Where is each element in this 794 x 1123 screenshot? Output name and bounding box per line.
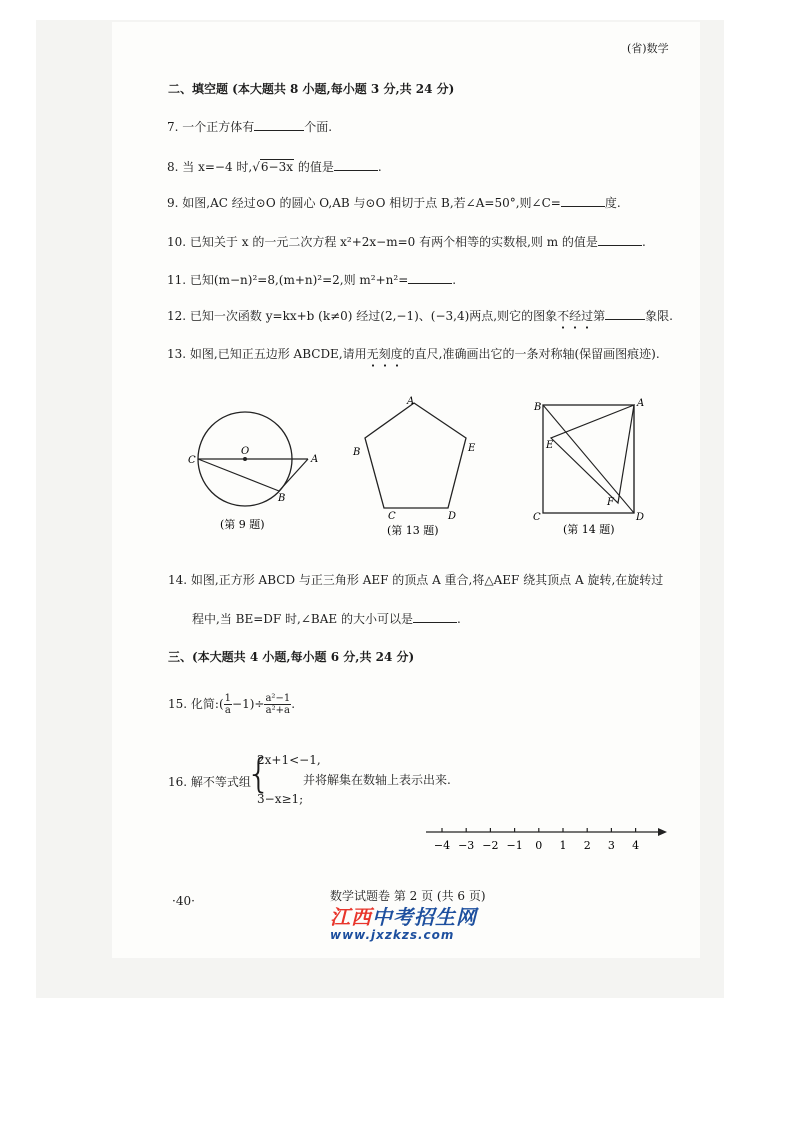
label-a: A (407, 396, 415, 407)
center-point (243, 457, 247, 461)
subject-header: (省)数学 (627, 42, 669, 55)
answer-blank (561, 195, 605, 207)
tick-label: −2 (482, 839, 499, 852)
watermark-logo (330, 906, 477, 942)
label-o: O (241, 446, 250, 457)
brace-symbol: { (246, 751, 272, 797)
question-14-line2: 程中,当 BE=DF 时,∠BAE 的大小可以是 . (192, 612, 461, 626)
label-f: F (607, 497, 614, 508)
watermark-brand-b: 中考招生网 (372, 905, 477, 929)
tick-label: 2 (583, 839, 591, 852)
label-a: A (311, 454, 319, 465)
answer-blank (254, 119, 304, 131)
section-3-title: 三、(本大题共 4 小题,每小题 6 分,共 24 分) (168, 650, 415, 664)
chord-cb (198, 459, 279, 491)
radicand: 6−3x (260, 160, 293, 174)
label-c: C (533, 512, 541, 523)
fraction-1-over-a: $\frac{1}{a}$ (224, 693, 232, 716)
question-11: 11. 已知(m−n)²=8,(m+n)²=2,则 m²+n²= . (167, 273, 457, 287)
answer-blank (413, 611, 457, 623)
label-c: C (188, 455, 196, 466)
label-e: E (468, 443, 476, 454)
question-12: 12. 已知一次函数 y=kx+b (k≠0) 经过(2,−1)、(−3,4)两点,则它的图象不经过 第 象限. (167, 308, 673, 324)
watermark-brand-a: 江西 (330, 905, 372, 929)
answer-blank (605, 308, 645, 320)
caption-9: (第 9 题) (220, 518, 265, 530)
label-d: D (636, 512, 645, 523)
label-e: E (546, 440, 554, 451)
label-b: B (353, 447, 361, 458)
inequality-2: 3−x≥1; (257, 792, 304, 806)
diagonal-bd (543, 405, 634, 513)
tick-label: 0 (535, 839, 543, 852)
caption-14: (第 14 题) (563, 523, 615, 536)
fraction-a2-1-over-a2-a: $\frac{\text{a²−1}}{\text{a²+a}}$ (265, 693, 291, 716)
pentagon-abcde (365, 403, 466, 508)
triangle-aef (551, 405, 634, 503)
inequality-1: 2x+1<−1, (257, 753, 321, 767)
watermark-url: www.jxzkzs.com (330, 928, 455, 942)
question-16-label: 16. 解不等式组 (168, 775, 251, 789)
question-13: 13. 如图,已知正五边形 ABCDE,请用无刻度 的直尺,准确画出它的一条对称轴(保留画图痕迹). (167, 346, 660, 362)
figure-13 (350, 393, 490, 538)
question-8: 8. 当 x=−4 时,√6−3x 的值是 . (167, 160, 382, 174)
tick-label: 3 (607, 839, 615, 852)
caption-13: (第 13 题) (387, 524, 439, 537)
sqrt-symbol: √ (252, 160, 260, 174)
label-d: D (448, 511, 457, 522)
tick-label: −1 (506, 839, 523, 852)
label-b: B (278, 493, 286, 504)
tick-label: −4 (433, 839, 451, 852)
figure-9 (180, 400, 330, 530)
section-2-title: 二、填空题 (本大题共 8 小题,每小题 3 分,共 24 分) (168, 82, 455, 96)
axis-arrow (658, 828, 667, 836)
tick-label: −3 (458, 839, 475, 852)
footer-title: 数学试题卷 第 2 页 (共 6 页) (330, 889, 486, 903)
emphasis-text: 无刻度 (367, 347, 403, 361)
page-number: ·40· (172, 894, 195, 908)
figure-14 (525, 393, 660, 541)
question-15: 15. 化简:( $\frac{1}{a}$ −1)÷ $\frac{\text{a²−1}}{\text{a²+a}}$ . (168, 693, 296, 716)
question-16-text: 并将解集在数轴上表示出来. (303, 773, 451, 787)
label-b: B (534, 402, 542, 413)
emphasis-text: 不经过 (557, 309, 593, 323)
answer-blank (598, 234, 642, 246)
tick-label: 4 (632, 839, 640, 852)
question-10: 10. 已知关于 x 的一元二次方程 x²+2x−m=0 有两个相等的实数根,则 m 的值是 . (167, 235, 646, 249)
answer-blank (334, 159, 378, 171)
question-7: 7. 一个正方体有 个面. (167, 120, 333, 134)
label-c: C (388, 511, 396, 522)
question-9: 9. 如图,AC 经过⊙O 的圆心 O,AB 与⊙O 相切于点 B,若∠A=50°,则∠C= 度. (167, 196, 621, 210)
answer-blank (408, 272, 452, 284)
number-line (420, 822, 670, 858)
question-14-line1: 14. 如图,正方形 ABCD 与正三角形 AEF 的顶点 A 重合,将△AEF 绕其顶点 A 旋转,在旋转过 (168, 573, 664, 587)
tick-label: 1 (559, 839, 567, 852)
tangent-ab (279, 459, 308, 491)
label-a: A (637, 398, 645, 409)
